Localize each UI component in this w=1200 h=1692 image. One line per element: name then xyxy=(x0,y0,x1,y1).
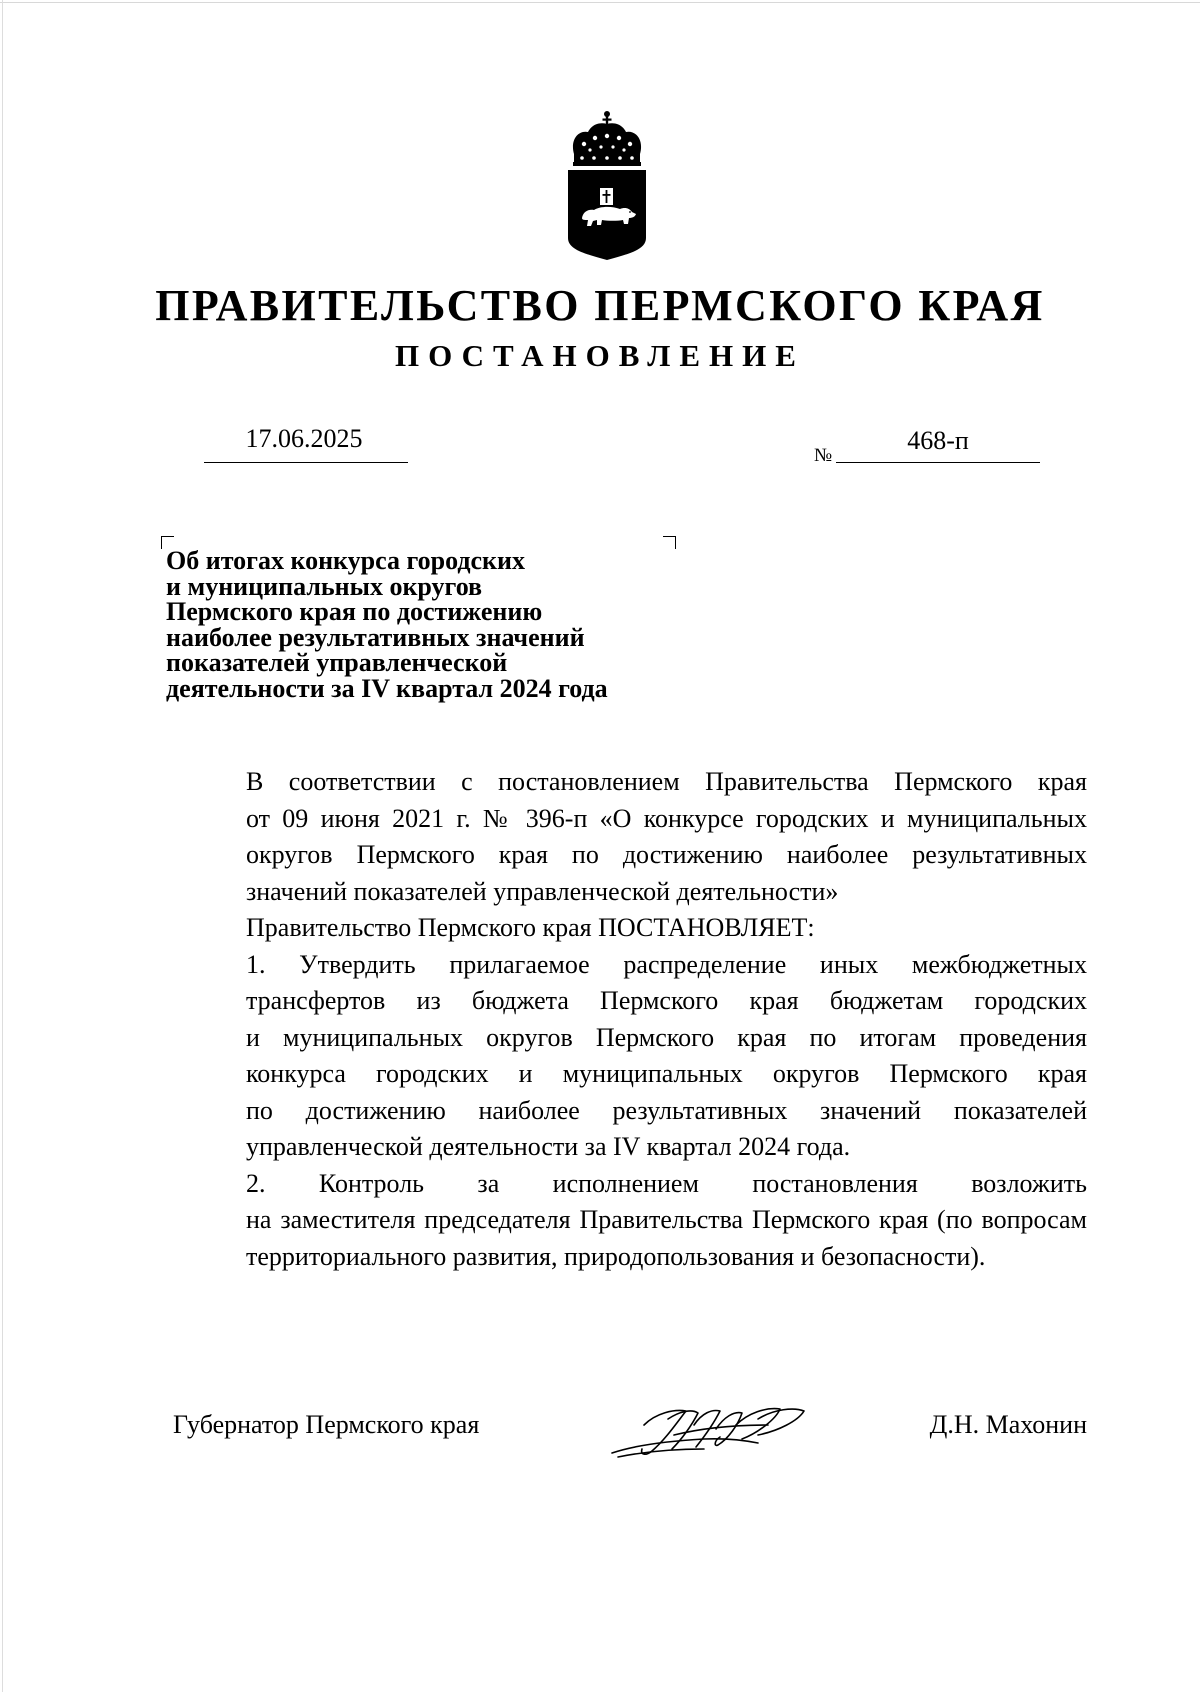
body-line: управленческой деятельности за IV квартал 2024 года. xyxy=(246,1132,851,1161)
document-body xyxy=(173,764,1087,1275)
body-line: конкурса городских и муниципальных округов Пермского края xyxy=(246,1059,1087,1088)
body-line: округов Пермского края по достижению наиболее результативных xyxy=(246,840,1087,869)
document-number: 468-п xyxy=(907,426,969,455)
preamble-paragraph xyxy=(173,764,1087,910)
body-line: 1. Утвердить прилагаемое распределение иных межбюджетных xyxy=(246,949,1087,979)
signer-name: Д.Н. Махонин xyxy=(929,1410,1087,1439)
body-line: 2. Контроль за исполнением постановления возложить xyxy=(246,1168,1087,1198)
signer-position: Губернатор Пермского края xyxy=(173,1410,480,1439)
body-line: по достижению наиболее результативных значений показателей xyxy=(246,1095,1087,1125)
body-line: на заместителя председателя Правительства Пермского края (по вопросам xyxy=(246,1205,1087,1234)
subject-line: показателей управленческой xyxy=(166,648,508,677)
subject-line: деятельности за IV квартал 2024 года xyxy=(166,673,608,703)
resolves-paragraph xyxy=(173,910,1087,947)
handwritten-signature-icon xyxy=(608,1395,812,1465)
date-underline xyxy=(204,462,408,463)
scan-edge-top xyxy=(0,2,1200,3)
document-subject xyxy=(166,548,686,701)
scan-edge-left xyxy=(2,0,3,1692)
item-1-paragraph xyxy=(173,947,1087,1166)
document-type: ПОСТАНОВЛЕНИЕ xyxy=(395,338,805,373)
number-sign: № xyxy=(814,445,833,466)
number-underline xyxy=(836,462,1040,463)
organization-title: ПРАВИТЕЛЬСТВО ПЕРМСКОГО КРАЯ xyxy=(155,281,1045,330)
subject-line: Об итогах конкурса городских xyxy=(166,546,526,575)
document-date: 17.06.2025 xyxy=(245,424,363,453)
body-line: В соответствии с постановлением Правительства Пермского края xyxy=(246,767,1087,796)
perm-krai-coat-of-arms-icon xyxy=(564,110,650,260)
subject-line: и муниципальных округов xyxy=(166,571,483,601)
body-line: территориального развития, природопользования и безопасности). xyxy=(246,1241,986,1271)
subject-line: Пермского края по достижению xyxy=(166,597,543,626)
body-line: трансфертов из бюджета Пермского края бюджетам городских xyxy=(246,986,1087,1015)
body-line: Правительство Пермского края ПОСТАНОВЛЯЕТ: xyxy=(246,913,815,942)
body-line: и муниципальных округов Пермского края по итогам проведения xyxy=(246,1022,1087,1052)
subject-line: наиболее результативных значений xyxy=(166,622,585,652)
body-line: от 09 июня 2021 г. № 396-п «О конкурсе городских и муниципальных xyxy=(246,803,1087,833)
body-line: значений показателей управленческой деятельности» xyxy=(246,876,839,906)
item-2-paragraph xyxy=(173,1166,1087,1276)
